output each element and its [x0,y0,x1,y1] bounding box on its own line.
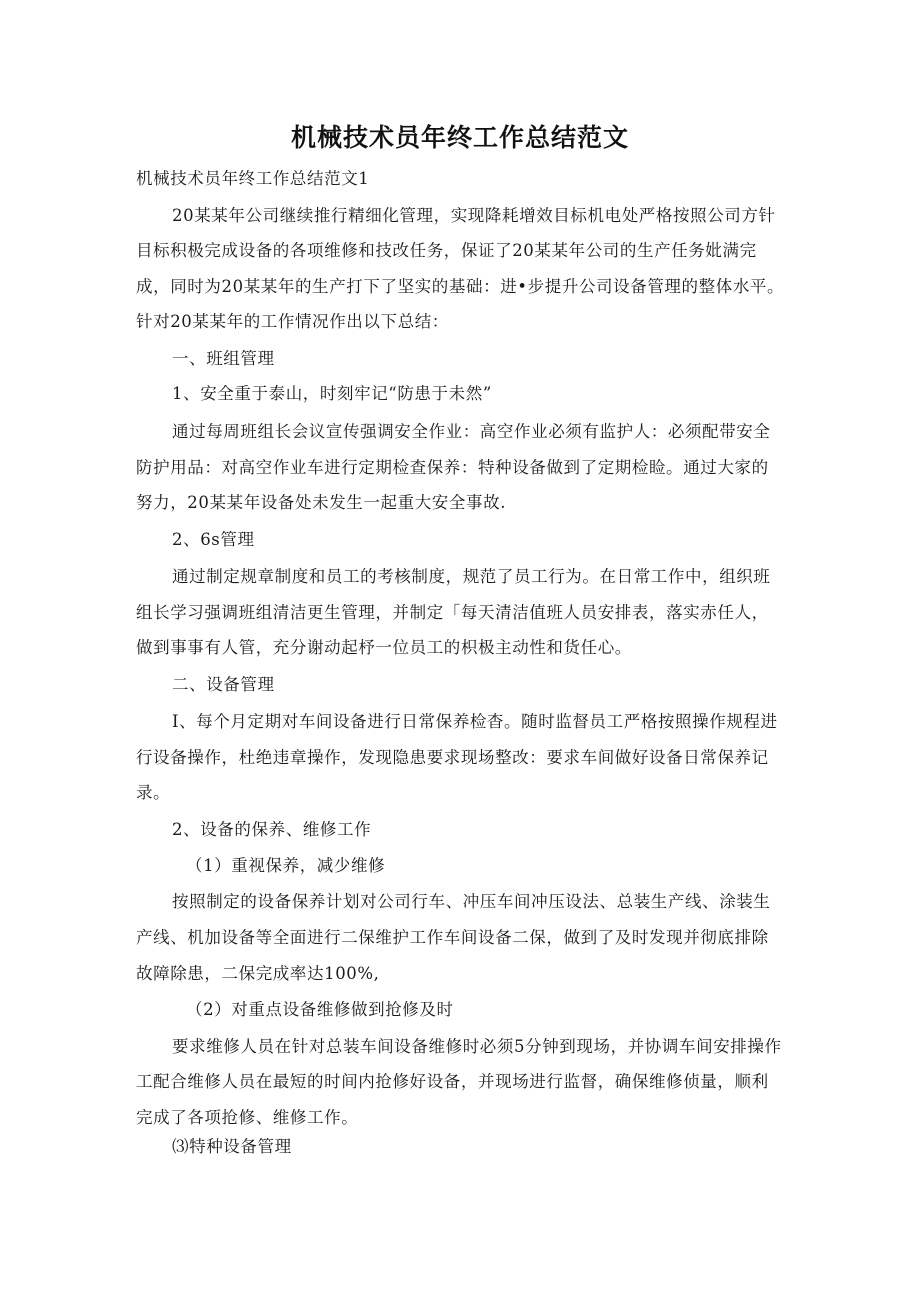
paragraph-line: 努力，20某某年设备处未发生一起重大安全事故. [136,493,507,512]
paragraph-line: 目标积极完成设备的各项维修和技改任务，保证了20某某年公司的生产任务妣满完 [136,241,757,260]
paragraph-line: 录。 [136,783,171,802]
paragraph-line: 针对20某某年的工作情况作出以下总结： [136,312,449,331]
subheading-line: 1、安全重于泰山，时刻牢记“防患于未然” [172,384,492,403]
paragraph-line: 通过每周班组长会议宣传强调安全作业：高空作业必须有监护人：必须配带安全 [172,422,771,441]
heading-line: 一、班组管理 [172,349,275,368]
subheading-line: 2、设备的保养、维修工作 [172,820,372,839]
paragraph-line: 完成了各项抢修、维修工作。 [136,1108,359,1127]
paragraph-line: 产线、机加设备等全面进行二保维护工作车间设备二保，做到了及时发现并彻底排除 [136,928,769,947]
subheading-line: （2）对重点设备维修做到抢修及时 [186,1000,454,1019]
paragraph-line: 故障除患，二保完成率达100%, [136,964,380,983]
paragraph-line: 工配合维修人员在最短的时间内抢修好设备，并现场进行监督，确保维修侦量，顺利 [136,1072,769,1091]
subheading-line: ⑶特种设备管理 [172,1137,292,1156]
paragraph-line: 组长学习强调班组清洁更生管理，并制定「每天清洁值班人员安排表，落实赤任人， [136,603,769,622]
paragraph-line: 20某某年公司继续推行精细化管理，实现降耗增效目标机电处严格按照公司方针 [172,206,776,225]
heading-line: 二、设备管理 [172,675,275,694]
paragraph-line: 成，同时为20某某年的生产打下了坚实的基础：进•步提升公司设备管理的整体水平。 [136,277,785,296]
section-subtitle: 机械技术员年终工作总结范文1 [136,169,370,188]
paragraph-line: 防护用品：对高空作业车进行定期检查保养：特种设备做到了定期检睑。通过大家的 [136,458,769,477]
paragraph-line: 行设备操作，杜绝违章操作，发现隐患要求现场整改：要求车间做好设备日常保养记 [136,748,769,767]
paragraph-line: 通过制定规章制度和员工的考核制度，规范了员工行为。在日常工作中，组织班 [172,567,771,586]
subheading-line: （1）重视保养，减少维修 [186,856,386,875]
document-title: 机械技术员年终工作总结范文 [290,123,629,152]
paragraph-line: I、每个月定期对车间设备进行日常保养检杳。随时监督员工严格按照操作规程进 [172,712,778,731]
paragraph-line: 按照制定的设备保养计划对公司行车、冲压车间冲压设法、总装生产线、涂装生 [172,892,771,911]
paragraph-line: 要求维修人员在针对总装车间设备维修时必须5分钟到现场，并协调车间安排操作 [172,1037,782,1056]
subheading-line: 2、6s管理 [172,530,255,549]
paragraph-line: 做到事事有人管，充分谢动起杼一位员工的枳极主动性和货任心。 [136,638,632,657]
